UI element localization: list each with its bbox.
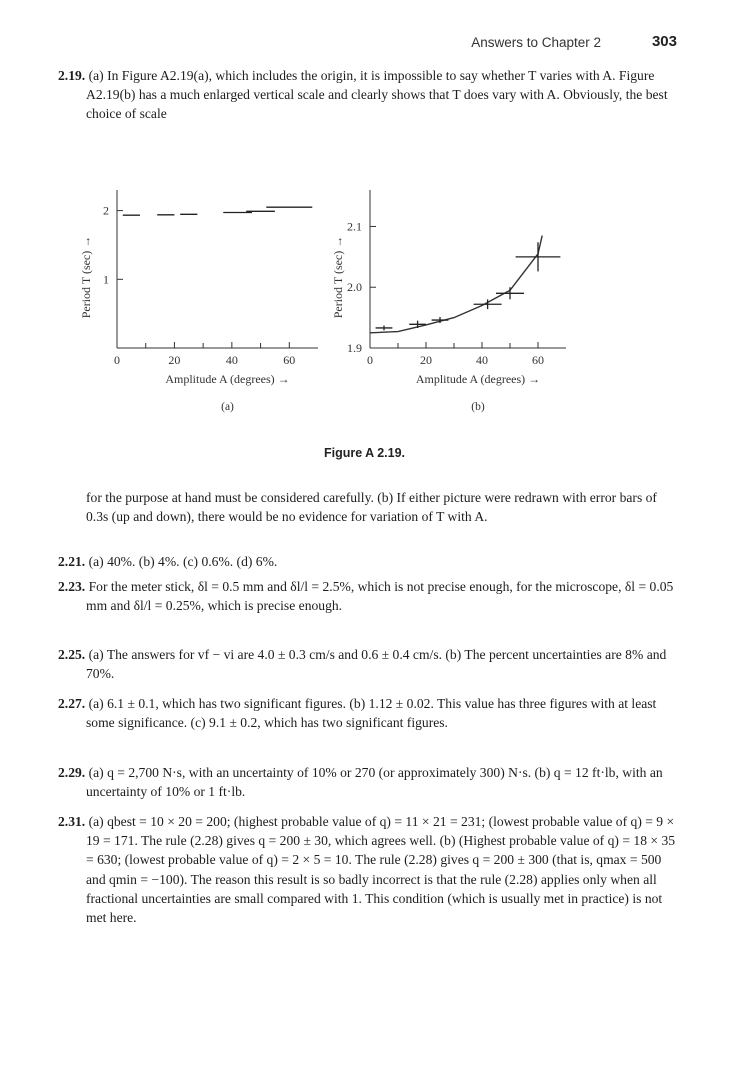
answer-2-27	[58, 694, 678, 732]
x-tick-label: 40	[225, 353, 238, 367]
x-tick-label: 60	[532, 353, 544, 367]
answer-text: (a) 40%. (b) 4%. (c) 0.6%. (d) 6%.	[88, 554, 278, 569]
x-axis-label: Amplitude A (degrees) →	[165, 372, 290, 386]
running-head	[0, 33, 729, 53]
answer-text: (a) In Figure A2.19(a), which includes the origin, it is impossible to say whether T varies with A. Figure A2.19(b) has a much enlarged vertical scale and clearly shows that T does vary with A. Obviously, the best choice of scale	[86, 68, 668, 122]
answer-text: (a) qbest = 10 × 20 = 200; (highest probable value of q) = 11 × 21 = 231; (lowest probable value of q) = 9 × 19 = 171. The rule (2.28) gives q = 200 ± 30, which agrees well. (b) (Highest probable value of q) = 18 × 35 = 630; (lowest probable value of q) = 2 × 5 = 10. The rule (2.28) gives q = 200 ± 300 (that is, qmax = 500 and qmin = −100). The reason this result is so badly incorrect is that the rule (2.28) applies only when all fractional uncertainties are small compared with 1. This condition (which is usually met in practice) is not met here.	[86, 814, 676, 926]
page-number: 303	[651, 33, 677, 50]
y-tick-label: 1.9	[347, 341, 362, 355]
answer-number: 2.19.	[58, 68, 86, 83]
x-tick-label: 0	[367, 353, 373, 367]
x-tick-label: 40	[476, 353, 488, 367]
y-tick-label: 2.1	[347, 219, 362, 234]
running-head-title: Answers to Chapter 2	[471, 35, 601, 50]
answer-number: 2.27.	[58, 696, 86, 711]
answer-text: (a) The answers for vf − vi are 4.0 ± 0.3 cm/s and 0.6 ± 0.4 cm/s. (b) The percent uncertainties are 8% and 70%.	[86, 647, 667, 682]
y-tick-label: 2.0	[347, 280, 362, 295]
answer-number: 2.31.	[58, 814, 86, 829]
x-tick-label: 20	[420, 353, 432, 367]
answer-text: For the meter stick, δl = 0.5 mm and δl/l = 2.5%, which is not precise enough, for the microscope, δl = 0.05 mm and δl/l = 0.25%, which is precise enough.	[86, 579, 674, 614]
x-tick-label: 20	[168, 353, 181, 367]
panel-label: (a)	[221, 401, 234, 413]
answer-2-25	[58, 645, 678, 683]
answer-text: for the purpose at hand must be considered carefully. (b) If either picture were redrawn with error bars of 0.3s (up and down), there would be no evidence for variation of T with A.	[86, 490, 657, 525]
answer-number: 2.23.	[58, 579, 86, 594]
answer-2-21	[58, 552, 678, 571]
x-tick-label: 0	[114, 353, 120, 367]
answer-2-29	[58, 763, 678, 801]
answer-number: 2.21.	[58, 554, 86, 569]
figure-svg	[0, 180, 729, 440]
y-axis-label: Period T (sec) →	[331, 235, 345, 319]
answer-2-31	[58, 812, 678, 927]
figure-caption: Figure A 2.19.	[323, 446, 406, 460]
answer-2-23	[58, 577, 678, 615]
answer-number: 2.25.	[58, 647, 86, 662]
y-tick-label: 1	[103, 272, 109, 287]
panel-label: (b)	[471, 401, 485, 413]
figure-a2-19	[0, 180, 729, 480]
y-axis-label: Period T (sec) →	[79, 235, 93, 319]
y-tick-label: 2	[103, 203, 109, 218]
x-axis-label: Amplitude A (degrees) →	[415, 372, 541, 386]
panel-b	[331, 190, 566, 413]
answer-2-19	[58, 66, 678, 124]
answer-text: (a) q = 2,700 N·s, with an uncertainty of 10% or 270 (or approximately 300) N·s. (b) q = 12 ft·lb, with an uncertainty of 10% or 1 ft·lb.	[86, 765, 663, 800]
answer-2-19-continued	[86, 488, 678, 526]
answer-text: (a) 6.1 ± 0.1, which has two significant figures. (b) 1.12 ± 0.02. This value has three figures with at least some significance. (c) 9.1 ± 0.2, which has two significant figures.	[86, 696, 657, 731]
panel-a	[79, 190, 318, 413]
answer-number: 2.29.	[58, 765, 86, 780]
x-tick-label: 60	[283, 353, 296, 367]
